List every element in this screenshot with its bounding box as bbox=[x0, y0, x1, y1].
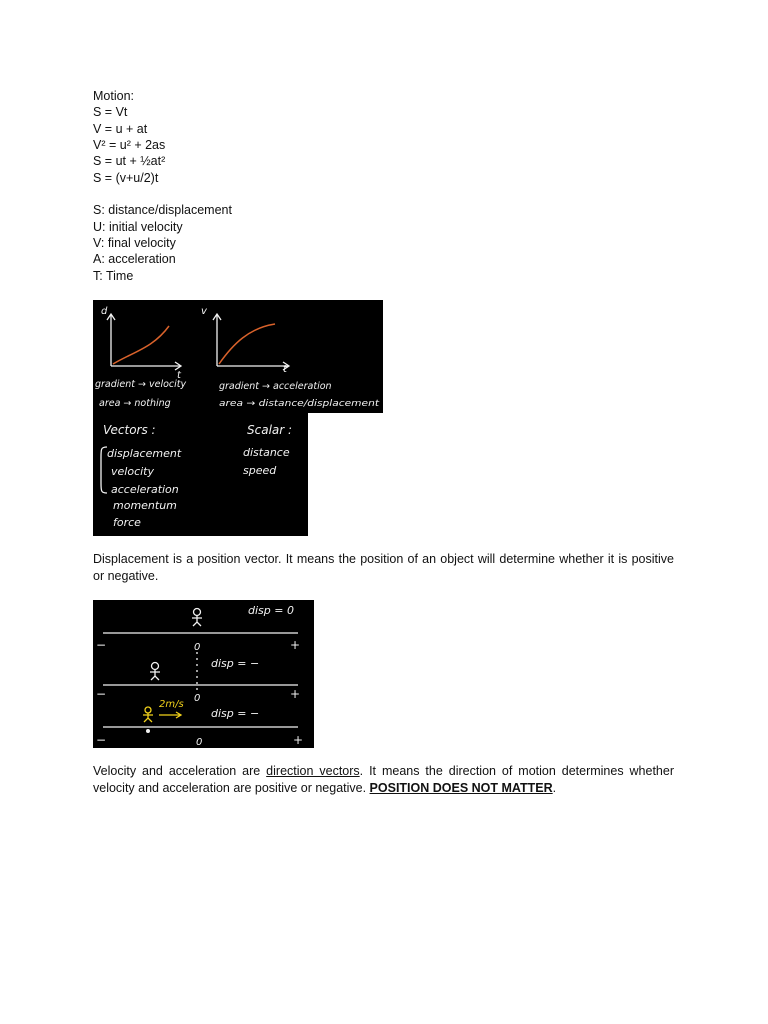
right-graph-curve bbox=[219, 324, 275, 364]
zero-mark-1: 0 bbox=[194, 642, 201, 653]
stick-figure-1 bbox=[192, 609, 202, 627]
scalar-speed: speed bbox=[243, 464, 277, 477]
var-v: V: final velocity bbox=[93, 236, 176, 250]
var-t: T: Time bbox=[93, 269, 134, 283]
scalar-distance: distance bbox=[243, 446, 290, 459]
direction-vector-paragraph bbox=[93, 763, 674, 797]
left-gradient-note: gradient → velocity bbox=[95, 379, 187, 390]
right-area-note: area → distance/displacement bbox=[219, 399, 380, 409]
disp-label-3: disp = − bbox=[211, 707, 260, 720]
left-area-note: area → nothing bbox=[99, 398, 171, 409]
plus-sign-1: + bbox=[290, 638, 301, 652]
left-x-label: t bbox=[177, 370, 181, 381]
position-emphasis: POSITION DOES NOT MATTER bbox=[369, 781, 553, 795]
equation-s-vt: S = Vt bbox=[93, 105, 128, 119]
vectors-heading: Vectors : bbox=[103, 423, 156, 437]
vectors-scalar-image bbox=[93, 413, 308, 536]
left-graph-curve bbox=[113, 326, 169, 364]
paragraph2-end: . bbox=[552, 781, 557, 795]
vector-force: force bbox=[113, 516, 141, 529]
right-gradient-note: gradient → acceleration bbox=[219, 381, 332, 392]
var-u: U: initial velocity bbox=[93, 220, 183, 234]
paragraph2-part1: Velocity and acceleration are bbox=[93, 764, 267, 778]
equation-s-ut: S = ut + ½at² bbox=[93, 154, 166, 168]
zero-mark-2: 0 bbox=[194, 693, 201, 704]
right-graph-axes bbox=[213, 314, 289, 370]
displacement-diagram-image bbox=[93, 600, 314, 748]
position-vector-paragraph: Displacement is a position vector. It means the position of an object will determine whether it is positive or negative. bbox=[93, 552, 674, 583]
plus-sign-2: + bbox=[290, 687, 301, 701]
paragraph2-part2: . It means the direction of motion determines whether velocity and acceleration are positive or negative. bbox=[93, 764, 674, 795]
disp-label-1: disp = 0 bbox=[248, 604, 294, 617]
left-y-label: d bbox=[101, 306, 108, 317]
right-y-label: v bbox=[201, 306, 207, 317]
vector-displacement: displacement bbox=[107, 447, 182, 460]
var-s: S: distance/displacement bbox=[93, 203, 232, 217]
right-x-label: t bbox=[283, 364, 287, 375]
vector-velocity: velocity bbox=[111, 465, 154, 478]
zero-mark-3: 0 bbox=[196, 737, 203, 748]
vector-momentum: momentum bbox=[113, 499, 177, 512]
motion-title: Motion: bbox=[93, 89, 134, 103]
equation-s-avg: S = (v+u/2)t bbox=[93, 171, 159, 185]
direction-vectors-link[interactable]: direction vectors bbox=[266, 764, 360, 778]
stick-figure-2 bbox=[150, 663, 160, 681]
vector-acceleration: acceleration bbox=[111, 483, 179, 496]
scalar-heading: Scalar : bbox=[247, 423, 293, 437]
minus-sign-3: − bbox=[96, 733, 107, 747]
motion-graphs-image bbox=[93, 300, 383, 413]
equation-v-u-at: V = u + at bbox=[93, 122, 148, 136]
minus-sign-2: − bbox=[96, 687, 107, 701]
stick-figure-3 bbox=[143, 707, 153, 722]
speed-label: 2m/s bbox=[159, 699, 184, 710]
var-a: A: acceleration bbox=[93, 252, 176, 266]
plus-sign-3: + bbox=[293, 733, 304, 747]
velocity-arrow bbox=[159, 712, 181, 718]
start-dot bbox=[146, 729, 150, 733]
minus-sign-1: − bbox=[96, 638, 107, 652]
equation-v2: V² = u² + 2as bbox=[93, 138, 166, 152]
disp-label-2: disp = − bbox=[211, 657, 260, 670]
